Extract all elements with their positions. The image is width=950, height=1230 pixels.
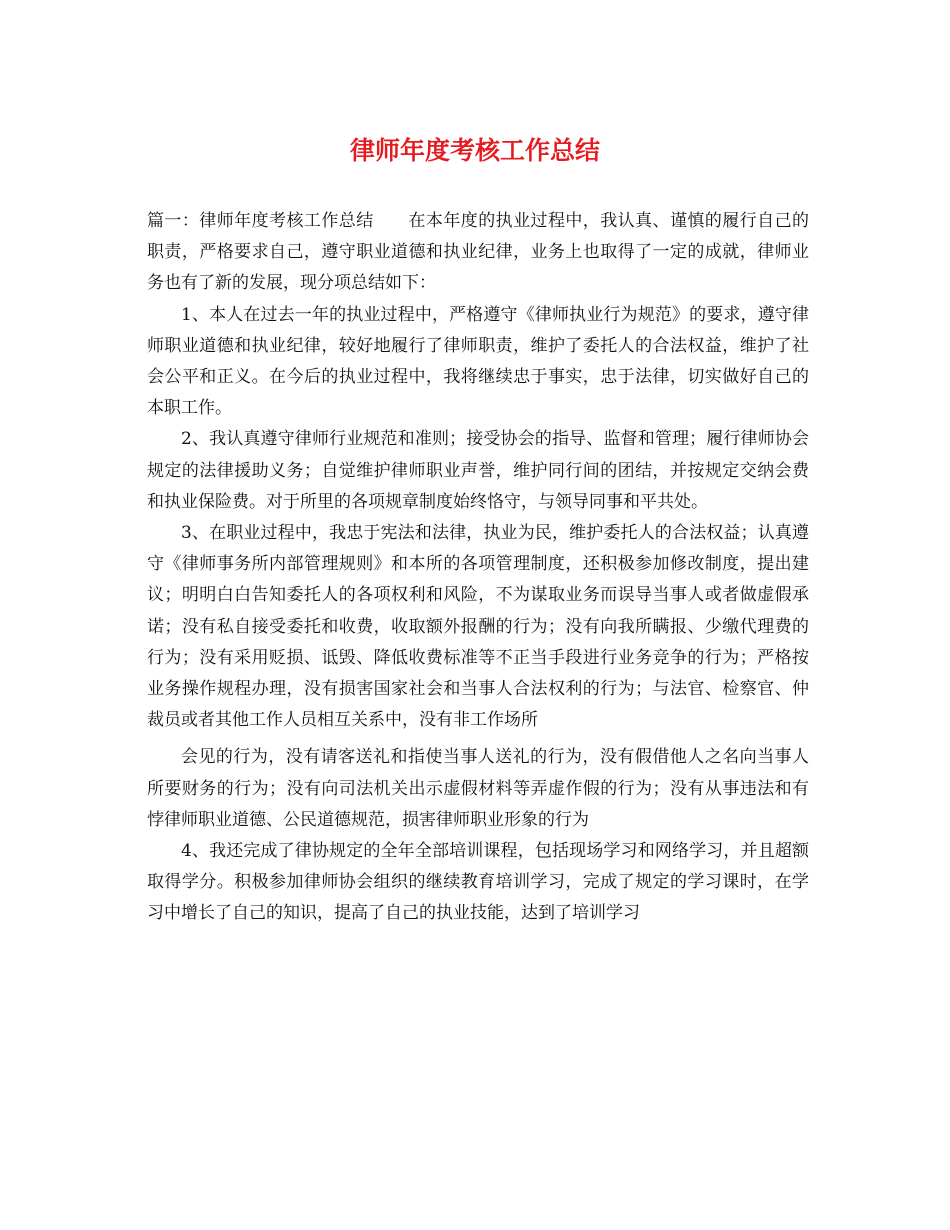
paragraph-item-3: 3、在职业过程中，我忠于宪法和法律，执业为民，维护委托人的合法权益；认真遵守《律师事务所内部管理规则》和本所的各项管理制度，还积极参加修改制度，提出建议；明明白白告知委托人的各项权利和风险，不为谋取业务而误导当事人或者做虚假承诺；没有私自接受委托和收费，收取额外报酬的行为；没有向我所瞒报、少缴代理费的行为；没有采用贬损、诋毁、降低收费标准等不正当手段进行业务竞争的行为；严格按业务操作规程办理，没有损害国家社会和当事人合法权利的行为；与法官、检察官、仲裁员或者其他工作人员相互关系中，没有非工作场所 xyxy=(147,523,809,731)
paragraph-item-4: 4、我还完成了律协规定的全年全部培训课程，包括现场学习和网络学习，并且超额取得学分。积极参加律师协会组织的继续教育培训学习，完成了规定的学习课时，在学习中增长了自己的知识，提高了自己的执业技能，达到了培训学习 xyxy=(147,841,809,924)
paragraph-item-1: 1、本人在过去一年的执业过程中，严格遵守《律师执业行为规范》的要求，遵守律师职业道德和执业纪律，较好地履行了律师职责，维护了委托人的合法权益，维护了社会公平和正义。在今后的执业过程中，我将继续忠于事实，忠于法律，切实做好自己的本职工作。 xyxy=(147,304,809,419)
paragraph-item-3-continued: 会见的行为，没有请客送礼和指使当事人送礼的行为，没有假借他人之名向当事人所要财务的行为；没有向司法机关出示虚假材料等弄虚作假的行为；没有从事违法和有悖律师职业道德、公民道德规范，损害律师职业形象的行为 xyxy=(147,747,809,830)
paragraph-intro: 篇一：律师年度考核工作总结 在本年度的执业过程中，我认真、谨慎的履行自己的职责，严格要求自己，遵守职业道德和执业纪律，业务上也取得了一定的成就，律师业务也有了新的发展，现分项总结如下： xyxy=(147,211,809,294)
paragraph-item-2: 2、我认真遵守律师行业规范和准则；接受协会的指导、监督和管理；履行律师协会规定的法律援助义务；自觉维护律师职业声誉，维护同行间的团结，并按规定交纳会费和执业保险费。对于所里的各项规章制度始终恪守，与领导同事和平共处。 xyxy=(147,429,809,512)
document-body xyxy=(147,206,809,930)
document-title: 律师年度考核工作总结 xyxy=(349,136,600,165)
